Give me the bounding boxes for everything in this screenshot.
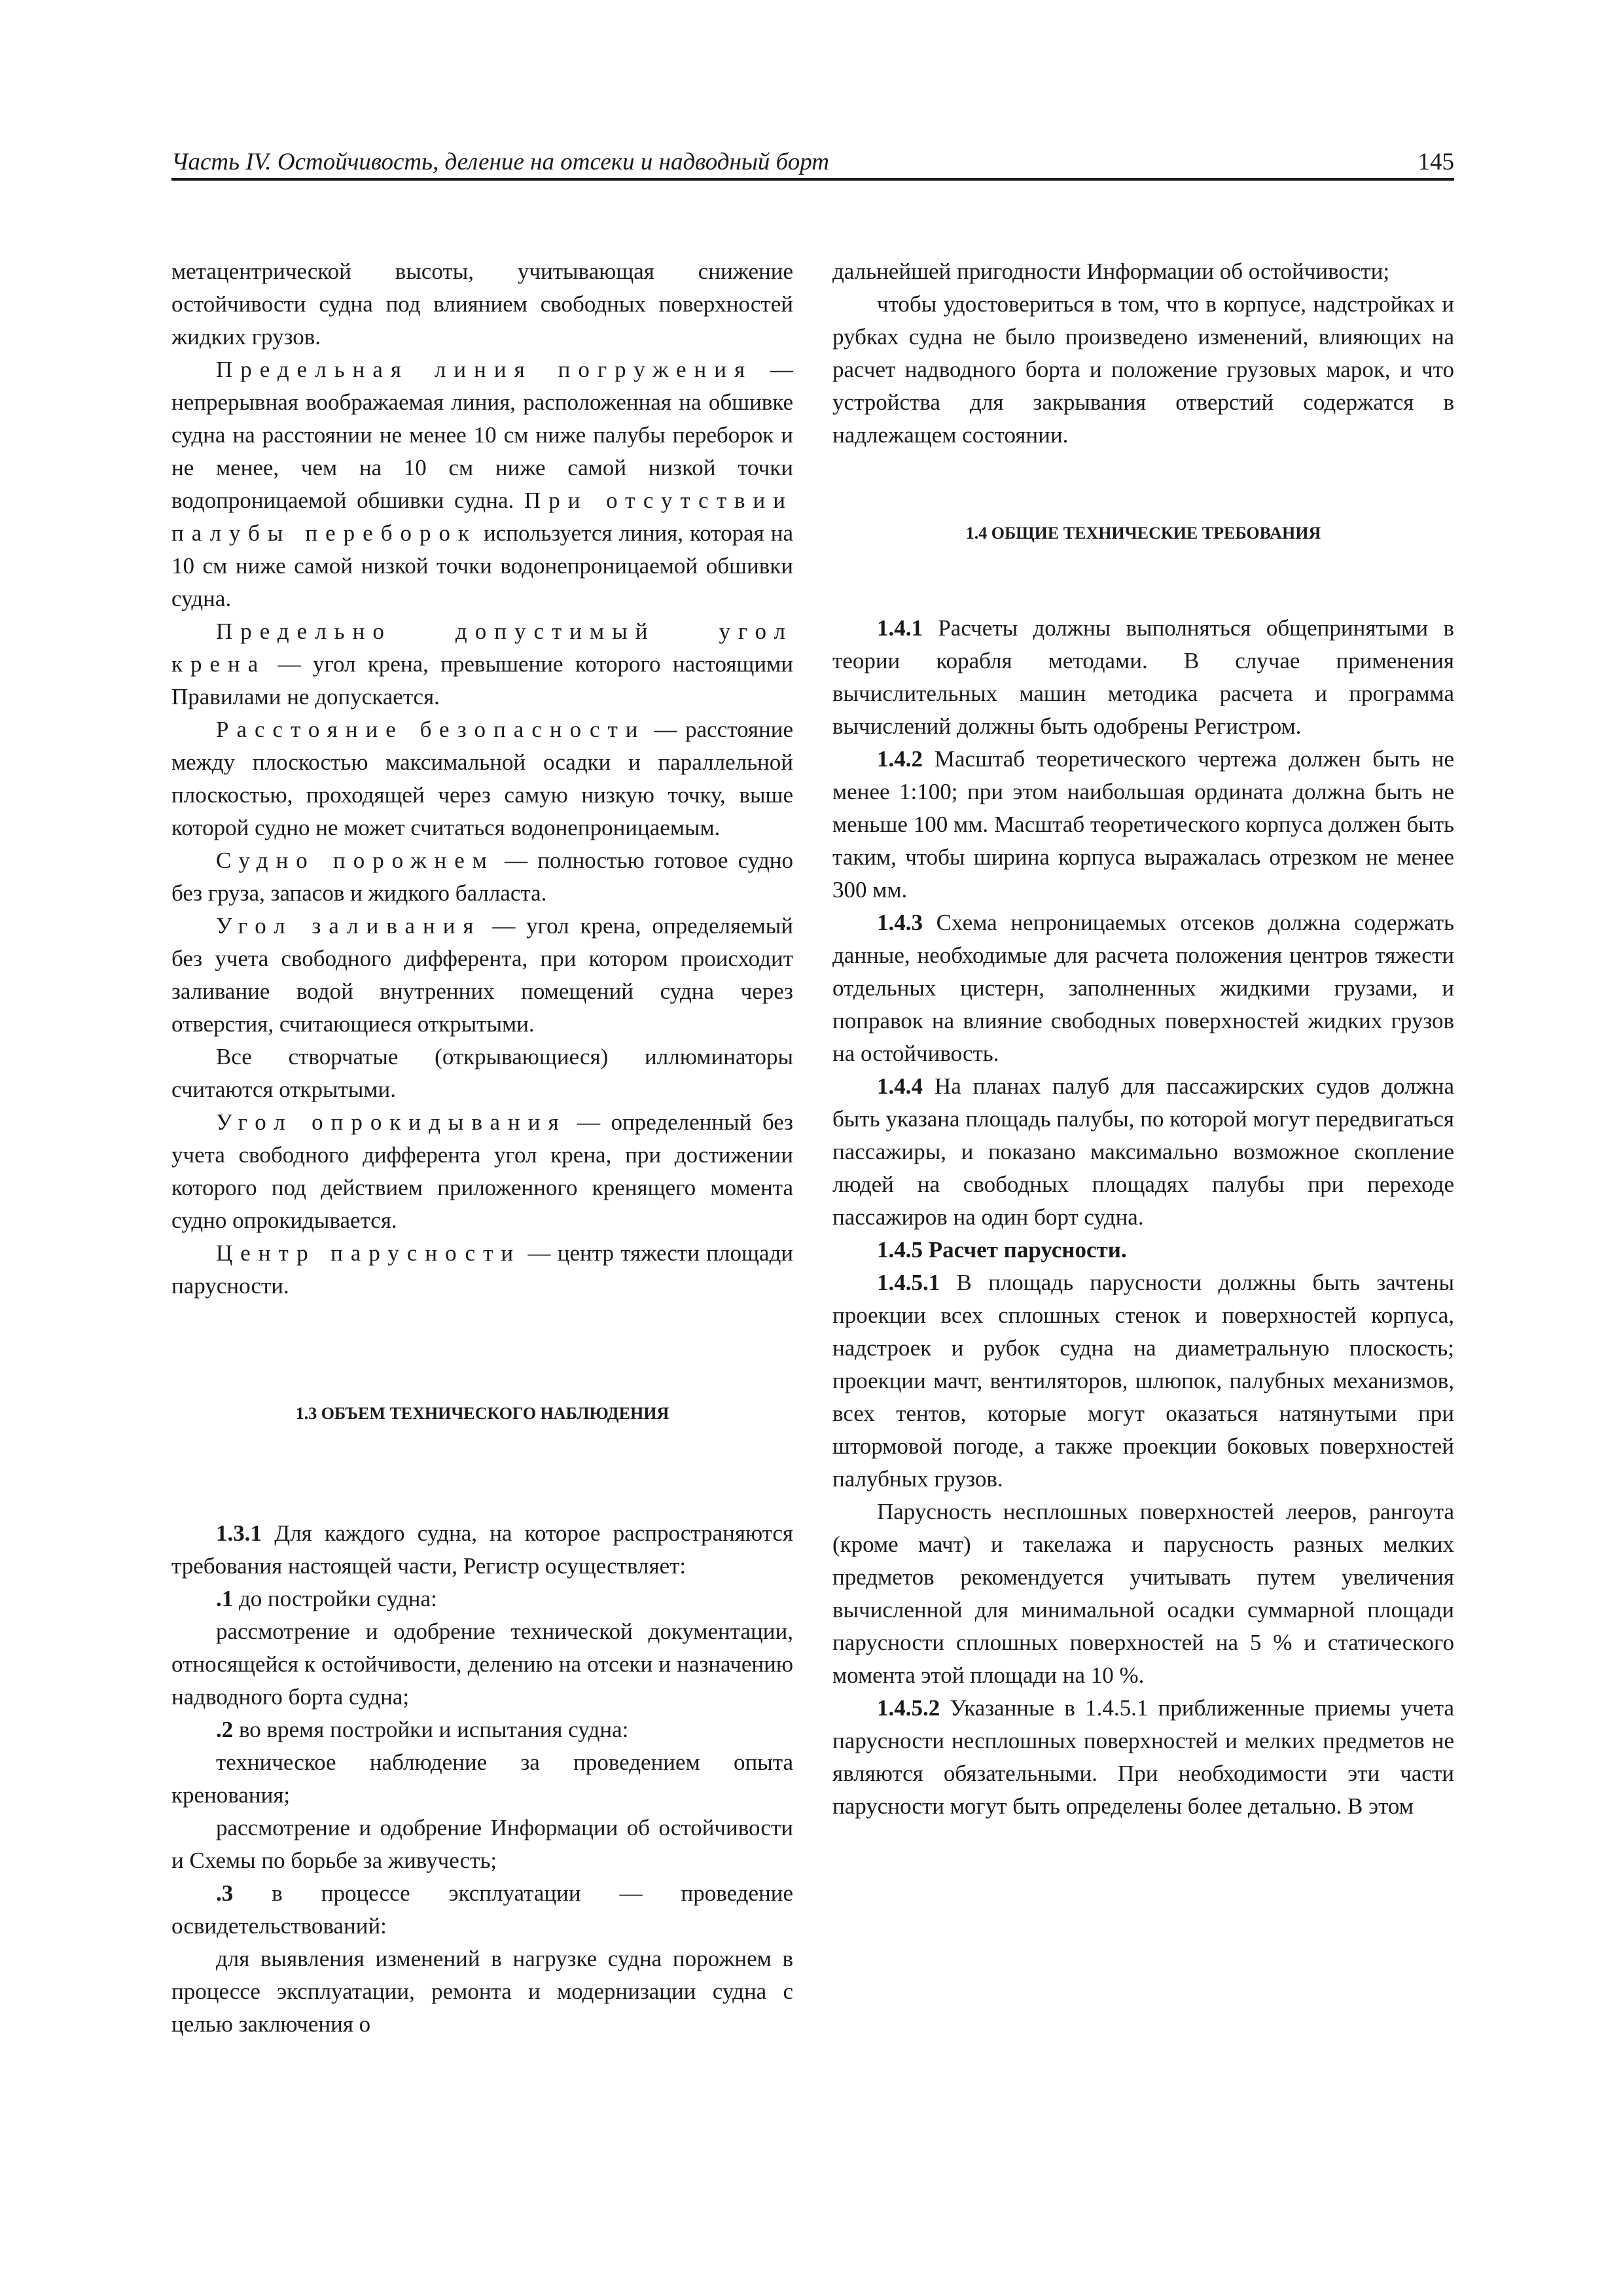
definition-paragraph xyxy=(171,353,793,615)
definition-text: — центр тяжести площади парусности. xyxy=(171,1240,794,1299)
definition-text: — непрерывная воображаемая линия, расположенная на обшивке судна на расстоянии не менее 10 см ниже палубы переборок и не менее, чем на 10 см ниже самой низкой точки водопроницаемой обшивки судна. xyxy=(171,357,794,513)
paragraph: для выявления изменений в нагрузке судна порожнем в процессе эксплуатации, ремонта и модернизации судна с целью заключения о xyxy=(171,1946,793,2037)
definition-paragraph xyxy=(171,844,793,910)
running-title: Часть IV. Остойчивость, деление на отсеки и надводный борт xyxy=(171,149,829,175)
spaced-text: При отсутствии палубы переборок xyxy=(171,488,793,546)
definition-term: Предельная линия погружения xyxy=(216,357,753,382)
numbered-paragraph xyxy=(171,1517,793,1583)
definition-paragraph xyxy=(171,713,793,844)
clause-number: 1.4.2 xyxy=(877,746,923,772)
clause-number: 1.4.5.2 xyxy=(877,1695,940,1721)
paragraph: Все створчатые (открывающиеся) иллюминаторы считаются открытыми. xyxy=(171,1044,793,1102)
clause-text: На планах палуб для пассажирских судов должна быть указана площадь палубы, по которой могут передвигаться пассажиры, и показано максимально возможное скопление людей на свободных площадях палубы при переходе пассажиров на один борт судна. xyxy=(832,1073,1454,1230)
definition-text: — определенный без учета свободного дифферента угол крена, при достижении которого под действием приложенного кренящего момента судно опрокидывается. xyxy=(171,1109,793,1233)
definition-paragraph xyxy=(171,1237,793,1302)
clause-text: Указанные в 1.4.5.1 приближенные приемы учета парусности несплошных поверхностей и мелких предметов не являются обязательными. При необходимости эти части парусности могут быть определены более детально. В этом xyxy=(832,1695,1454,1819)
clause-text: Для каждого судна, на которое распространяются требования настоящей части, Регистр осуществляет: xyxy=(171,1520,793,1579)
definition-term: Расстояние безопасности xyxy=(216,717,646,742)
clause-text: Масштаб теоретического чертежа должен быть не менее 1:100; при этом наибольшая ордината должна быть не меньше 100 мм. Масштаб теоретического корпуса должен быть таким, чтобы ширина корпуса выражалась отрезком не менее 300 мм. xyxy=(832,746,1454,903)
clause-number: 1.4.4 xyxy=(877,1073,923,1099)
section-heading-1-3: 1.3 ОБЪЕМ ТЕХНИЧЕСКОГО НАБЛЮДЕНИЯ xyxy=(295,1404,669,1423)
definition-text: — полностью готовое судно без груза, запасов и жидкого балласта. xyxy=(171,848,793,906)
item-text: во время постройки и испытания судна: xyxy=(233,1717,629,1742)
list-item xyxy=(171,1713,793,1746)
numbered-paragraph xyxy=(832,1266,1454,1496)
item-number: .1 xyxy=(216,1586,234,1611)
list-item xyxy=(171,1877,793,1943)
definition-term: Угол опрокидывания xyxy=(216,1109,567,1135)
right-column xyxy=(832,255,1454,1823)
definition-text: — угол крена, превышение которого настоящими Правилами не допускается. xyxy=(171,651,793,709)
definition-text: — расстояние между плоскостью максимальной осадки и параллельной плоскостью, проходящей через самую низкую точку, выше которой судно не может считаться водонепроницаемым. xyxy=(171,717,793,840)
definition-term: Предельно допустимый угол крена xyxy=(171,619,793,677)
paragraph: чтобы удостовериться в том, что в корпусе, надстройках и рубках судна не было произведено изменений, влияющих на расчет надводного борта и положение грузовых марок, и что устройства для закрывания отверстий содержатся в надлежащем состоянии. xyxy=(832,291,1454,448)
item-number: .3 xyxy=(216,1880,234,1906)
clause-text: Расчеты должны выполняться общепринятыми в теории корабля методами. В случае применения вычислительных машин методика расчета и программа вычислений должны быть одобрены Регистром. xyxy=(832,615,1454,739)
definition-paragraph xyxy=(171,910,793,1041)
numbered-paragraph xyxy=(832,906,1454,1070)
item-text: в процессе эксплуатации — проведение освидетельствований: xyxy=(171,1880,793,1939)
list-item xyxy=(171,1583,793,1615)
numbered-paragraph xyxy=(832,1692,1454,1823)
definition-term: Угол заливания xyxy=(216,913,482,939)
numbered-paragraph xyxy=(832,612,1454,743)
paragraph: рассмотрение и одобрение Информации об остойчивости и Схемы по борьбе за живучесть; xyxy=(171,1815,793,1873)
paragraph: дальнейшей пригодности Информации об остойчивости; xyxy=(832,259,1390,284)
section-heading-1-4: 1.4 ОБЩИЕ ТЕХНИЧЕСКИЕ ТРЕБОВАНИЯ xyxy=(965,524,1321,543)
definition-text: используется линия, которая на 10 см ниже самой низкой точки водонепроницаемой обшивки судна. xyxy=(171,520,793,611)
left-column xyxy=(171,255,793,2041)
definition-paragraph xyxy=(171,615,793,713)
paragraph: метацентрической высоты, учитывающая снижение остойчивости судна под влиянием свободных поверхностей жидких грузов. xyxy=(171,259,793,350)
paragraph: рассмотрение и одобрение технической документации, относящейся к остойчивости, делению на отсеки и назначению надводного борта судна; xyxy=(171,1619,793,1710)
paragraph: Парусность несплошных поверхностей лееров, рангоута (кроме мачт) и такелажа и парусность разных мелких предметов рекомендуется учитывать путем увеличения вычисленной для минимальной осадки суммарной площади парусности сплошных поверхностей на 5 % и статического момента этой площади на 10 %. xyxy=(832,1499,1454,1688)
clause-number: 1.4.3 xyxy=(877,910,923,935)
definition-text: — угол крена, определяемый без учета свободного дифферента, при котором происходит заливание водой внутренних помещений судна через отверстия, считающиеся открытыми. xyxy=(171,913,794,1037)
clause-text: Схема непроницаемых отсеков должна содержать данные, необходимые для расчета положения центров тяжести отдельных цистерн, заполненных жидкими грузами, и поправок на влияние свободных поверхностей жидких грузов на остойчивость. xyxy=(832,910,1454,1066)
page-header xyxy=(171,143,1454,179)
item-text: до постройки судна: xyxy=(233,1586,437,1611)
subsection-title: 1.4.5 Расчет парусности. xyxy=(877,1237,1127,1263)
page-number: 145 xyxy=(1418,149,1454,175)
definition-term: Центр парусности xyxy=(216,1240,522,1266)
definition-term: Судно порожнем xyxy=(216,848,495,873)
clause-number: 1.4.1 xyxy=(877,615,923,641)
clause-number: 1.3.1 xyxy=(216,1520,262,1546)
numbered-paragraph xyxy=(832,1070,1454,1234)
definition-paragraph xyxy=(171,1106,793,1237)
header-rule xyxy=(171,178,1454,181)
clause-text: В площадь парусности должны быть зачтены проекции всех сплошных стенок и поверхностей корпуса, надстроек и рубок судна на диаметральную плоскость; проекции мачт, вентиляторов, шлюпок, палубных механизмов, всех тентов, которые могут оказаться натянутыми при штормовой погоде, а также проекции боковых поверхностей палубных грузов. xyxy=(832,1270,1454,1492)
paragraph: техническое наблюдение за проведением опыта кренования; xyxy=(171,1749,793,1808)
clause-number: 1.4.5.1 xyxy=(877,1270,940,1295)
numbered-paragraph xyxy=(832,743,1454,906)
item-number: .2 xyxy=(216,1717,234,1742)
